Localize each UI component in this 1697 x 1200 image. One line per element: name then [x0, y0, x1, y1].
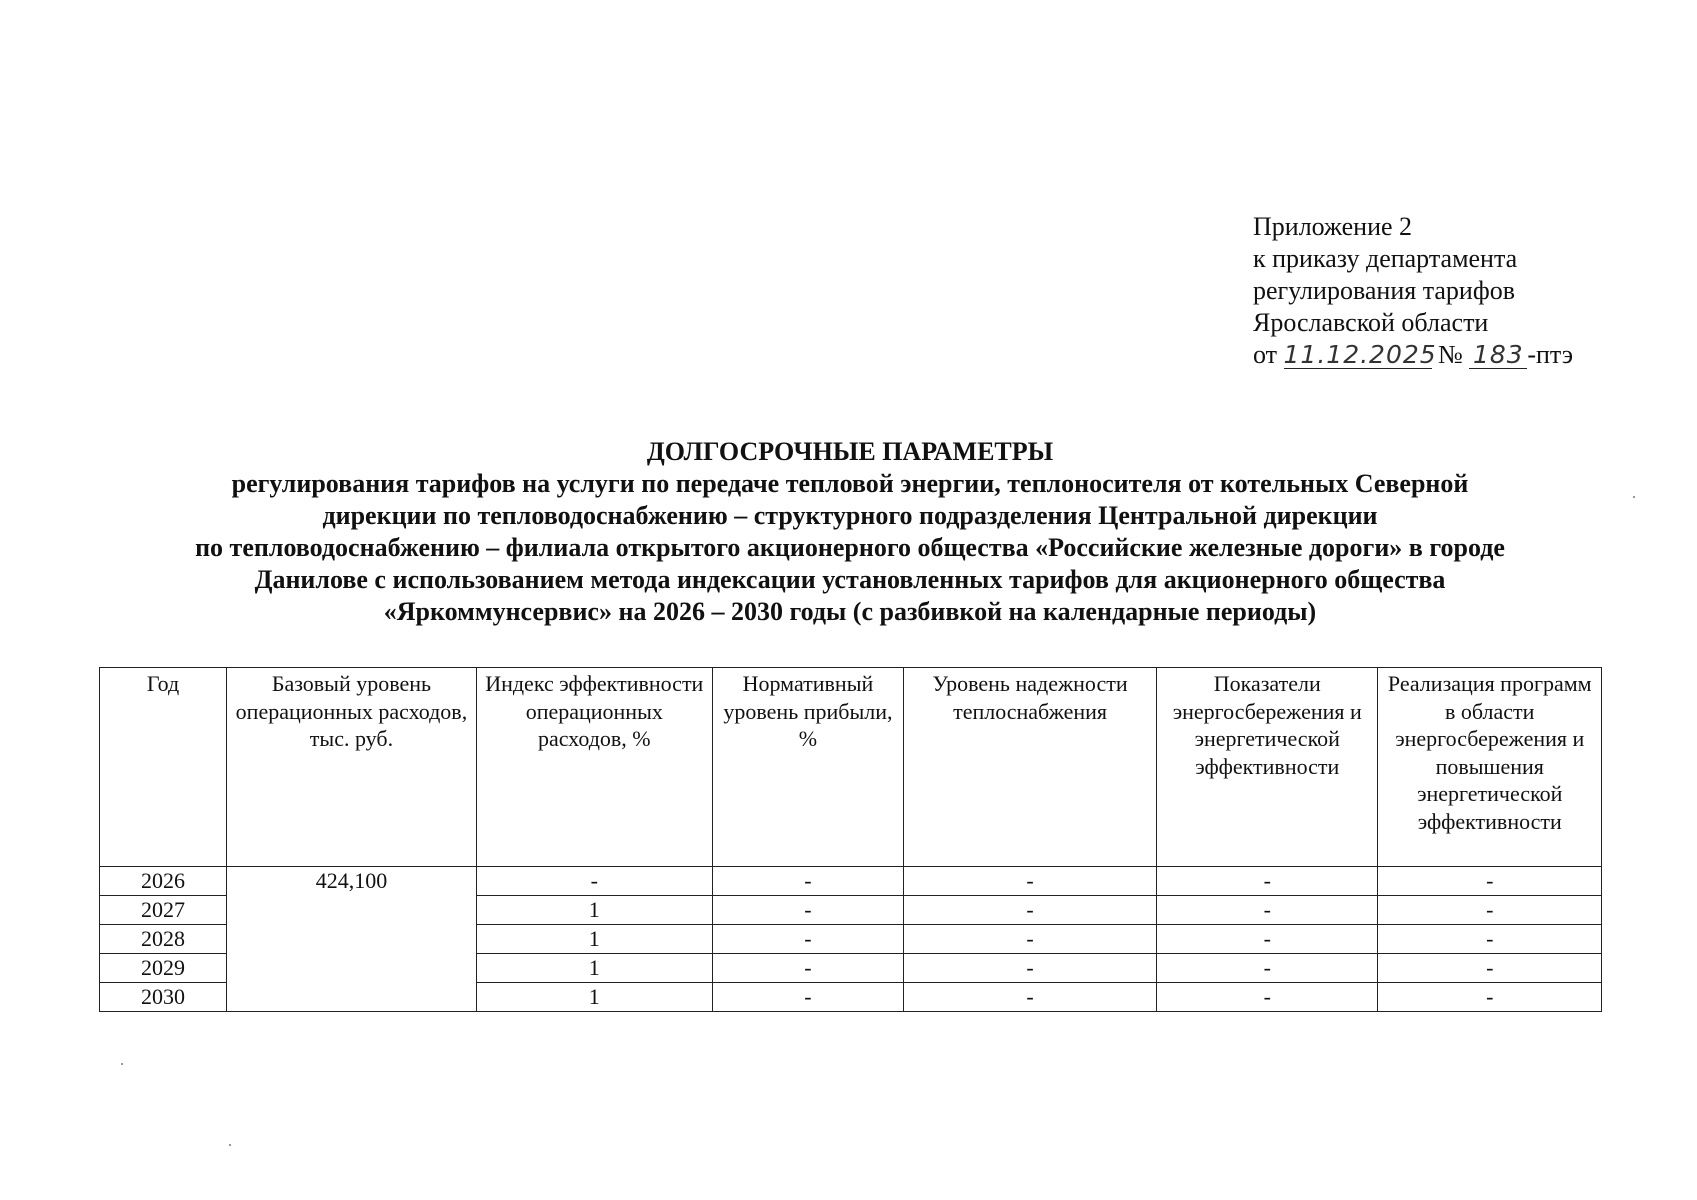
title-line: «Яркоммунсервис» на 2026 – 2030 годы (с разбивкой на календарные периоды) [383, 597, 1317, 626]
header-base-level: Базовый уровень операционных расходов, тыс. руб. [227, 668, 477, 867]
header-energy-indicators: Показатели энергосбережения и энергетической эффективности [1157, 668, 1378, 867]
energy-indicators-cell: - [1157, 896, 1378, 925]
handwritten-date: 11.12.2025 [1283, 340, 1437, 369]
appendix-block [1253, 211, 1573, 371]
header-profit-level: Нормативный уровень прибыли, % [712, 668, 903, 867]
scan-speck [121, 1063, 123, 1065]
header-year: Год [100, 668, 227, 867]
profit-cell: - [712, 954, 903, 983]
index-cell: - [476, 867, 712, 896]
title-line: Данилове с использованием метода индексации установленных тарифов для акционерного общества [254, 565, 1446, 594]
appendix-date-line [1253, 339, 1573, 371]
appendix-line: регулирования тарифов [1253, 276, 1515, 305]
index-cell: 1 [476, 925, 712, 954]
programs-cell: - [1378, 896, 1602, 925]
index-cell: 1 [476, 954, 712, 983]
programs-cell: - [1378, 954, 1602, 983]
header-energy-programs: Реализация программ в области энергосбережения и повышения энергетической эффективности [1378, 668, 1602, 867]
appendix-line: Ярославской области [1253, 308, 1489, 337]
table-row [100, 867, 1602, 896]
programs-cell: - [1378, 925, 1602, 954]
index-cell: 1 [476, 983, 712, 1012]
year-cell: 2027 [100, 896, 227, 925]
energy-indicators-cell: - [1157, 867, 1378, 896]
header-efficiency-index: Индекс эффективности операционных расходов, % [476, 668, 712, 867]
profit-cell: - [712, 867, 903, 896]
number-prefix: № [1438, 340, 1463, 369]
title-line: регулирования тарифов на услуги по передаче тепловой энергии, теплоносителя от котельных Северной [231, 469, 1469, 498]
energy-indicators-cell: - [1157, 954, 1378, 983]
year-cell: 2030 [100, 983, 227, 1012]
energy-indicators-cell: - [1157, 925, 1378, 954]
reliability-cell: - [904, 867, 1157, 896]
reliability-cell: - [904, 896, 1157, 925]
appendix-line: Приложение 2 [1253, 212, 1413, 241]
programs-cell: - [1378, 867, 1602, 896]
date-prefix: от [1253, 340, 1278, 369]
profit-cell: - [712, 925, 903, 954]
document-title [90, 436, 1610, 628]
base-level-cell: 424,100 [227, 867, 477, 1012]
title-line: дирекции по тепловодоснабжению – структурного подразделения Центральной дирекции [322, 501, 1378, 530]
year-cell: 2026 [100, 867, 227, 896]
profit-cell: - [712, 983, 903, 1012]
handwritten-number: 183 [1469, 342, 1527, 369]
scan-speck [229, 1144, 231, 1146]
number-suffix: -птэ [1527, 340, 1574, 369]
programs-cell: - [1378, 983, 1602, 1012]
parameters-table [99, 667, 1602, 1012]
profit-cell: - [712, 896, 903, 925]
reliability-cell: - [904, 925, 1157, 954]
energy-indicators-cell: - [1157, 983, 1378, 1012]
title-line: по тепловодоснабжению – филиала открытого акционерного общества «Российские железные дороги» в городе [195, 533, 1505, 562]
scan-speck [1633, 496, 1635, 498]
table-header-row [100, 668, 1602, 867]
index-cell: 1 [476, 896, 712, 925]
appendix-line: к приказу департамента [1253, 244, 1518, 273]
title-heading: ДОЛГОСРОЧНЫЕ ПАРАМЕТРЫ [646, 437, 1054, 466]
reliability-cell: - [904, 954, 1157, 983]
year-cell: 2029 [100, 954, 227, 983]
year-cell: 2028 [100, 925, 227, 954]
header-reliability: Уровень надежности теплоснабжения [904, 668, 1157, 867]
reliability-cell: - [904, 983, 1157, 1012]
